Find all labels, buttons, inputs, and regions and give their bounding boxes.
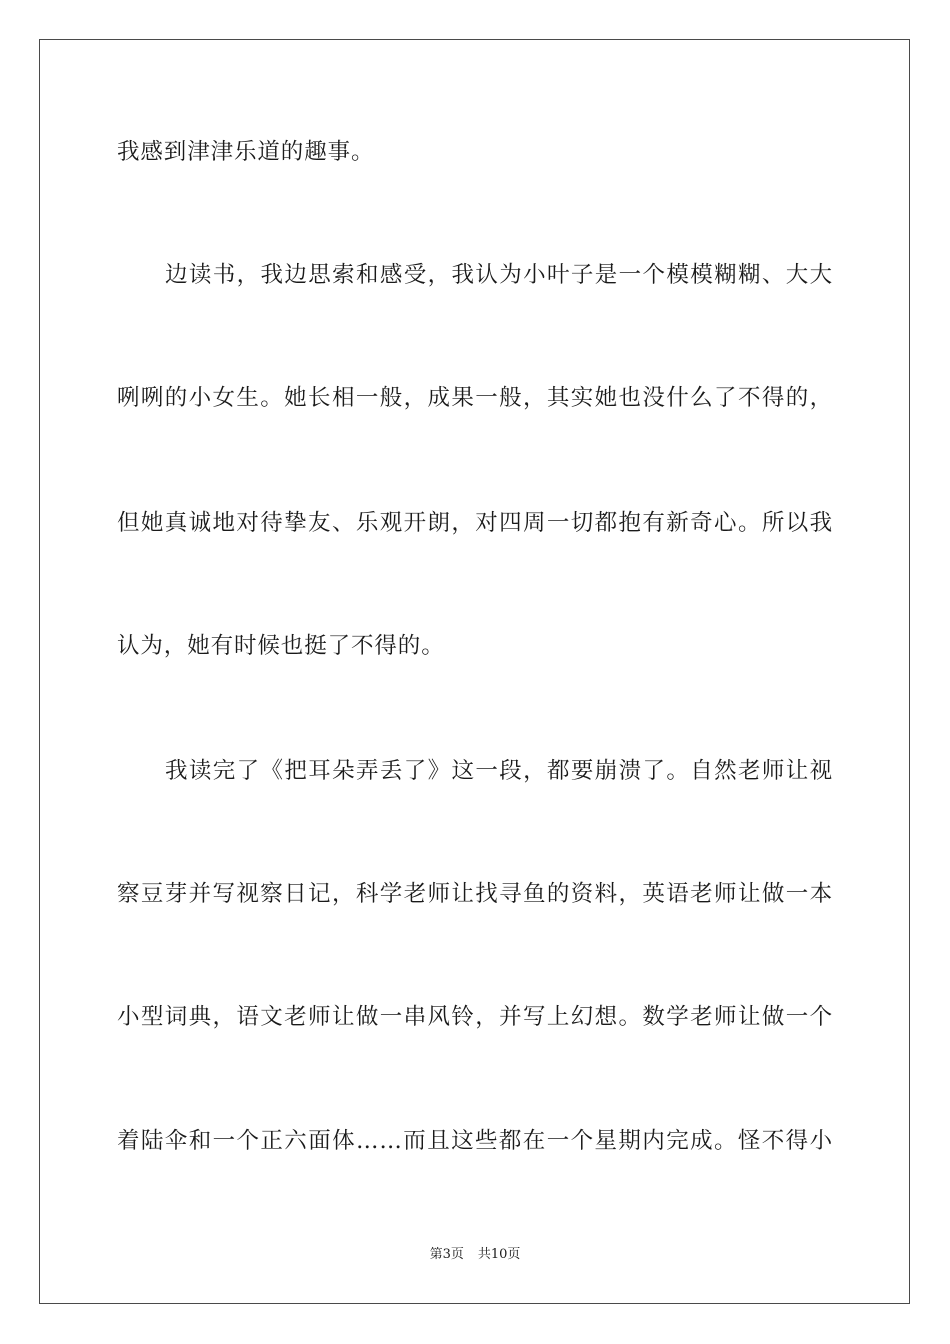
paragraph-start-line: 我读完了《把耳朵弄丢了》这一段，都要崩溃了。自然老师让视 [165, 758, 833, 784]
text-line-9: 着陆伞和一个正六面体……而且这些都在一个星期内完成。怪不得小 [117, 1128, 833, 1154]
text-line-4: 但她真诚地对待挚友、乐观开朗，对四周一切都抱有新奇心。所以我 [117, 510, 833, 536]
text-line-3: 咧咧的小女生。她长相一般，成果一般，其实她也没什么了不得的， [117, 385, 833, 411]
text-line-1: 我感到津津乐道的趣事。 [117, 139, 375, 165]
text-line-8: 小型词典，语文老师让做一串风铃，并写上幻想。数学老师让做一个 [117, 1004, 833, 1030]
page-border [39, 39, 910, 1304]
paragraph-start-line: 边读书，我边思索和感受，我认为小叶子是一个模模糊糊、大大 [165, 262, 833, 288]
text-line-5: 认为，她有时候也挺了不得的。 [117, 633, 445, 659]
page-total: 共10页 [477, 1247, 521, 1262]
page-number: 第3页 [429, 1247, 464, 1262]
text-line-7: 察豆芽并写视察日记，科学老师让找寻鱼的资料，英语老师让做一本 [117, 881, 833, 907]
page-footer [0, 1246, 950, 1264]
